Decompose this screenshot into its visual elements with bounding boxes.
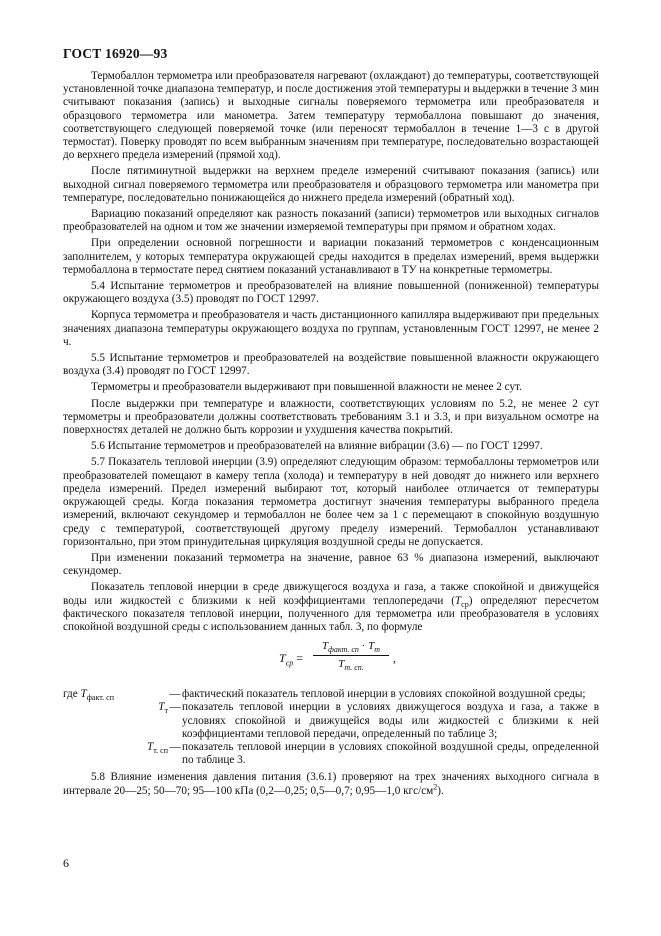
paragraph: 5.6 Испытание термометров и преобразователей на влияние вибрации (3.6) — по ГОСТ 12997. bbox=[91, 440, 543, 453]
paragraph-5-8: 5.8 Влияние изменения давления питания (3.6.1) проверяют на трех значениях выходного сигнала в интервале 20—25; 50—70; 95—100 кПа (0,2—0,25; 0,5—0,7; 0,95—1,0 кгс/$см^2$). bbox=[63, 771, 599, 797]
paragraph: Термометры и преобразователи выдерживают при повышенной влажности не менее 2 сут. bbox=[91, 381, 522, 394]
paragraph: 5.7 Показатель тепловой инерции (3.9) определяют следующим образом: термобаллоны термометров или преобразователей помещают в камеру тепла (холода) и температуру в ней доводят до нижнего или верхнего предела измерений. Предел измерений выбирают тот, который наиболее отличается от температуры окружающей среды. Когда показания термометра достигнут значения температуры выбранного предела измерений, включают секундомер и термобаллон не более чем за 1 с перемещают в спокойную воздушную среду с температурой, соответствующей другому пределу измерений. Термобаллон устанавливают горизонтально, при этом принудительная циркуляция воздушной среды не допускается. bbox=[63, 456, 599, 548]
paragraph-inertia: Показатель тепловой инерции в среде движущегося воздуха и газа, а также спокойной и движущейся воды или жидкостей с близкими к ней коэффициентами теплопередачи $(T_{ср})$ определяют пересчетом фактического показателя тепловой инерции, полученного для термометра или преобразователя в условиях спокойной воздушной среды с использованием данных табл. 3, по формуле bbox=[63, 581, 599, 633]
document-body bbox=[63, 70, 599, 801]
document-header: ГОСТ 16920—93 bbox=[63, 46, 168, 61]
formula-lhs: $T_{ср}$ = bbox=[279, 651, 304, 668]
paragraph: 5.5 Испытание термометров и преобразователей на воздействие повышенной влажности окружающего воздуха (3.4) проводят по ГОСТ 12997. bbox=[63, 352, 599, 378]
paragraph: 5.4 Испытание термометров и преобразователей на влияние повышенной (пониженной) температуры окружающего воздуха (3.5) проводят по ГОСТ 12997. bbox=[63, 280, 599, 306]
formula-numerator: $T_{факт. сп} \cdot T_т$ bbox=[313, 640, 389, 656]
definition-row: $T_{т. сп}$ — показатель тепловой инерции в условиях спокойной воздушной среды, определенной по таблице 3. bbox=[147, 740, 599, 767]
formula-denominator: $T_{т. сп.}$ bbox=[338, 658, 364, 673]
paragraph: При изменении показаний термометра на значение, равное 63 % диапазона измерений, выключают секундомер. bbox=[63, 551, 599, 578]
inertia-formula: $T_{ср}$ = $T_{факт. сп} \cdot T_т$ $T_{т. сп.}$ , bbox=[279, 640, 396, 673]
paragraph: После пятиминутной выдержки на верхнем пределе измерений считывают показания (запись) или выходной сигнал поверяемого термометра или преобразователя и образцового термометра или манометра при температуре, последовательно понижающейся до нижнего предела измерений (обратный ход). bbox=[63, 165, 599, 204]
formula-fraction bbox=[313, 640, 389, 671]
paragraph: Термобаллон термометра или преобразователя нагревают (охлаждают) до температуры, соответствующей установленной точке диапазона температур, и после достижения этой температуры и выдержки в течение 3 мин считывают показания (запись) и выходные сигналы поверяемого термометра или преобразователя и образцового термометра или манометра. Затем температуру термобаллона повышают до значения, соответствующего следующей поверяемой точке (или переносят термобаллон в течение 1—3 с в другой термостат). Поверку проводят по всем выбранным значениям при температуре, последовательно возрастающей до верхнего предела измерений (прямой ход). bbox=[63, 70, 599, 162]
page-number: 6 bbox=[63, 856, 69, 870]
definition-row: $T_т$ — показатель тепловой инерции в условиях движущегося воздуха и газа, а также в условиях спокойной и движущейся воды или жидкостей с близкими к ней коэффициентами тепловой передачи, определенный по таблице 3; bbox=[158, 701, 599, 740]
formula-definitions bbox=[63, 688, 599, 767]
paragraph: После выдержки при температуре и влажности, соответствующих условиям по 5.2, не менее 2 сут термометры и преобразователи должны соответствовать требованиям 3.1 и 3.3, и при визуальном осмотре на поверхностях деталей не должно быть коррозии и ухудшения качества покрытий. bbox=[63, 397, 599, 437]
definition-row: где $T_{факт. сп}$ — фактический показатель тепловой инерции в условиях спокойной воздушной среды; bbox=[63, 688, 586, 703]
paragraph: При определении основной погрешности и вариации показаний термометров с конденсационным заполнителем, у которых температура окружающей среды находится в пределах измерений, время выдержки термобаллона в термостате перед снятием показаний устанавливают в ТУ на конкретные термометры. bbox=[63, 237, 599, 276]
paragraph: Вариацию показаний определяют как разность показаний (записи) термометров или выходных сигналов преобразователей на одном и том же значении измеряемой температуры при прямом и обратном ходах. bbox=[63, 208, 599, 234]
paragraph: Корпуса термометра и преобразователя и часть дистанционного капилляра выдерживают при предельных значениях диапазона температуры окружающего воздуха по группам, установленным ГОСТ 12997, не менее 2 ч. bbox=[63, 309, 599, 348]
